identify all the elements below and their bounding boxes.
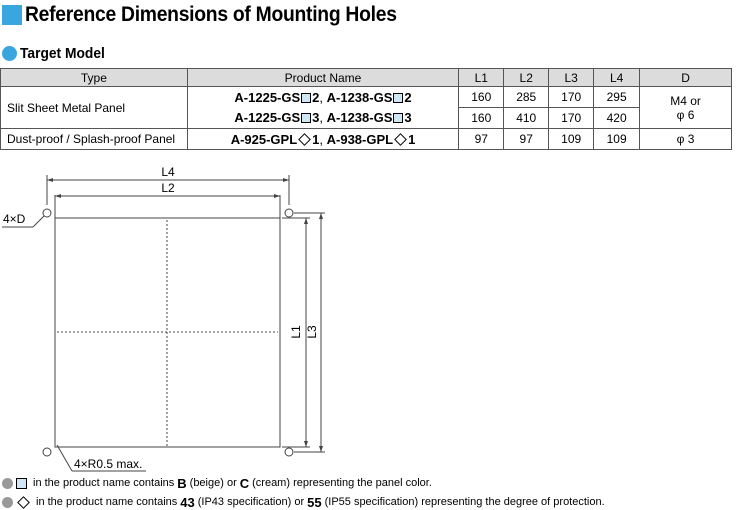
product-code: A-1225-GS [234, 89, 301, 105]
diamond-icon [298, 133, 311, 146]
product-code: A-1238-GS [326, 89, 393, 105]
section-title: Target Model [20, 44, 105, 62]
holes-label: 4×D [3, 212, 26, 226]
arrow-head [319, 213, 323, 219]
header-l2: L2 [504, 69, 549, 87]
cell-l4: 295 [594, 87, 640, 108]
diamond-icon [17, 496, 30, 509]
cell-l4: 109 [594, 129, 640, 150]
separator: , [319, 89, 327, 105]
separator: , [319, 131, 327, 147]
hole-leader-line [33, 216, 44, 227]
page-title: Reference Dimensions of Mounting Holes [25, 3, 397, 26]
table-row [1, 87, 732, 108]
note-text: in the product name contains [33, 477, 175, 489]
cell-type: Dust-proof / Splash-proof Panel [1, 129, 188, 150]
bullet-dot-icon [2, 46, 17, 61]
title-bar [0, 0, 748, 30]
note-code: B [177, 475, 187, 491]
header-l4: L4 [594, 69, 640, 87]
product-suffix: 3 [312, 110, 320, 126]
arrow-head [274, 194, 280, 198]
arrow-head [55, 194, 61, 198]
note-text: (IP55 specification) representing the degree of protection. [324, 496, 605, 508]
arrow-head [304, 441, 308, 447]
table-header-row [1, 69, 732, 87]
header-type: Type [1, 69, 188, 87]
cell-d [640, 87, 732, 129]
cell-l1: 160 [459, 108, 504, 129]
l3-label: L3 [305, 325, 319, 339]
diamond-icon [394, 133, 407, 146]
product-code: A-1225-GS [234, 110, 301, 126]
section-heading [2, 42, 112, 64]
color-square-icon [301, 93, 311, 103]
color-square-icon [16, 478, 27, 489]
d-line-2: φ 6 [676, 107, 695, 122]
mounting-hole [43, 448, 51, 456]
note-color [2, 475, 432, 491]
product-suffix: 2 [312, 89, 320, 105]
note-protection [2, 494, 605, 510]
note-text: in the product name contains [36, 496, 178, 508]
cell-product-name [187, 129, 459, 150]
product-code: A-1238-GS [326, 110, 393, 126]
radius-label: 4×R0.5 max. [74, 457, 143, 471]
color-square-icon [393, 93, 403, 103]
note-text: (cream) representing the panel color. [252, 477, 432, 489]
product-code: A-938-GPL [326, 131, 394, 147]
bullet-dot-icon [2, 478, 13, 489]
mounting-hole [285, 448, 293, 456]
d-line-1: M4 or [670, 93, 701, 108]
mounting-hole [43, 209, 51, 217]
cell-l2: 97 [504, 129, 549, 150]
radius-leader-line [57, 445, 72, 471]
note-code: 43 [180, 494, 195, 510]
cell-l1: 97 [459, 129, 504, 150]
color-square-icon [393, 113, 403, 123]
product-suffix: 1 [312, 131, 320, 147]
color-square-icon [301, 113, 311, 123]
cell-l3: 170 [549, 87, 594, 108]
cell-product-name [187, 87, 459, 108]
cell-l3: 170 [549, 108, 594, 129]
arrow-head [47, 178, 53, 182]
bullet-dot-icon [2, 497, 13, 508]
header-l1: L1 [459, 69, 504, 87]
cell-l3: 109 [549, 129, 594, 150]
cell-l4: 420 [594, 108, 640, 129]
arrow-head [283, 178, 289, 182]
header-l3: L3 [549, 69, 594, 87]
product-suffix: 2 [404, 89, 412, 105]
table-row [1, 129, 732, 150]
title-square-icon [2, 5, 22, 25]
note-code: 55 [307, 494, 322, 510]
product-code: A-925-GPL [230, 131, 298, 147]
cell-product-name [187, 108, 459, 129]
target-model-table [0, 68, 732, 150]
cell-type: Slit Sheet Metal Panel [1, 87, 188, 129]
cell-l2: 410 [504, 108, 549, 129]
header-product-name: Product Name [187, 69, 459, 87]
note-text: (IP43 specification) or [197, 496, 305, 508]
mounting-hole-drawing [0, 162, 360, 477]
l4-label: L4 [161, 165, 175, 179]
arrow-head [319, 446, 323, 452]
cell-l1: 160 [459, 87, 504, 108]
arrow-head [304, 218, 308, 224]
note-text: (beige) or [189, 477, 237, 489]
l2-label: L2 [161, 181, 175, 195]
l1-label: L1 [289, 325, 303, 339]
separator: , [319, 110, 327, 126]
cell-d: φ 3 [640, 129, 732, 150]
mounting-hole [285, 209, 293, 217]
header-d: D [640, 69, 732, 87]
note-code: C [239, 475, 250, 491]
cell-l2: 285 [504, 87, 549, 108]
product-suffix: 1 [408, 131, 416, 147]
product-suffix: 3 [404, 110, 412, 126]
